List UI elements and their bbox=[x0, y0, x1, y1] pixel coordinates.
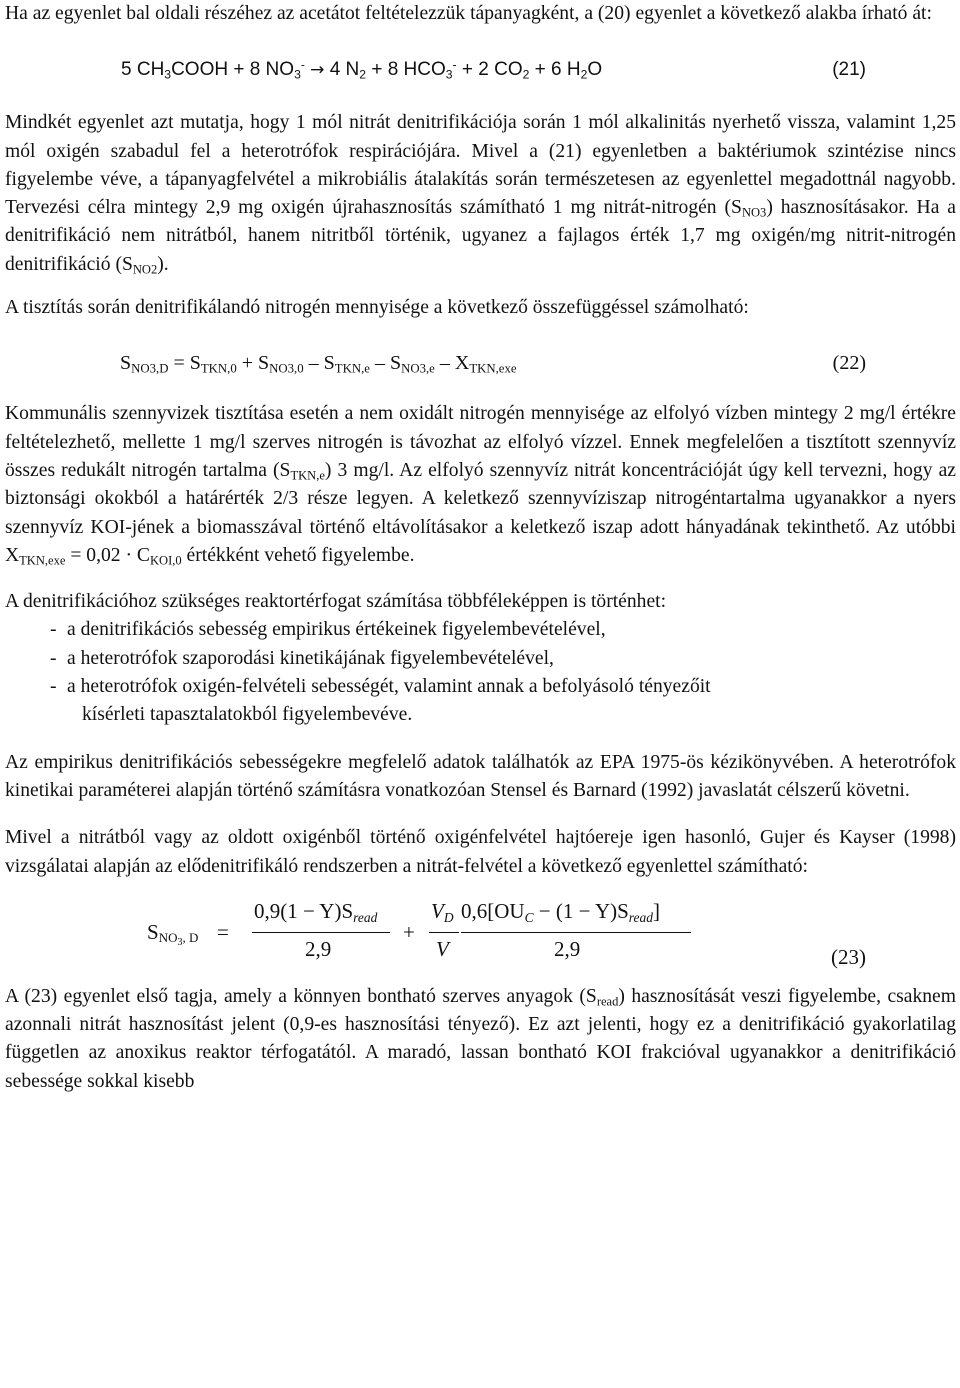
reaction-arrow-icon: → bbox=[310, 60, 325, 81]
paragraph-nitrogen-amount: A tisztítás során denitrifikálandó nitrogén mennyisége a következő összefüggéssel számolható: bbox=[5, 297, 749, 319]
paragraph-intro: Ha az egyenlet bal oldali részéhez az acetátot feltételezzük tápanyagként, a (20) egyenlet a következő alakba írható át: bbox=[5, 3, 932, 24]
list-item: - a heterotrófok szaporodási kinetikájának figyelembevételével, bbox=[50, 647, 554, 669]
equation-21-number: (21) bbox=[832, 59, 866, 81]
paragraph-communal-wastewater: Kommunális szennyvizek tisztítása esetén a nem oxidált nitrogén mennyisége az elfolyó vízben mintegy 2 mg/l értékre feltételezhető, mellette 1 mg/l szerves nitrogén is távozhat az elfolyó vízzel. Ennek megfelelően a tisztított szennyvíz összes redukált nitrogén tartalma $(S_{TKN,e})$ 3 mg/l. Az elfolyó szennyvíz nitrát koncentrációját úgy kell tervezni, hogy az biztonsági okokból a határérték 2/3 része legyen. A keletkező szennyvíziszap nitrogéntartalma ugyanakkor a nyers szennyvíz KOI-jének a biomasszával történő eltávolításakor a keletkező iszap adott hányadának tekinthető. Az utóbbi $X_{TKN,exe} = 0,02 \cdot C_{KOI,0}$ értékként vehető figyelembe. bbox=[5, 403, 956, 568]
paragraph-denitrification: Mindkét egyenlet azt mutatja, hogy 1 mól nitrát denitrifikációja során 1 mól alkalinitás nyerhető vissza, valamint 1,25 mól oxigén szabadul fel a heterotrófok respirációjára. Mivel a (21) egyenletben a baktériumok szintézise nincs figyelembe véve, a tápanyagfelvétel a mikrobiális átalakítás során természetesen az egyenlettel megadottnál nagyobb. Tervezési célra mintegy 2,9 mg oxigén újrahasznosítás számítható 1 mg nitrát-nitrogén $(S_{NO3})$ hasznosításakor. Ha a denitrifikáció nem nitrátból, hanem nitritből történik, ugyanez a fajlagos érték 1,7 mg oxigén/mg nitrit-nitrogén denitrifikáció $(S_{NO2})$. bbox=[5, 112, 957, 277]
equation-22-body: $S_{NO3,D} = S_{TKN,0} + S_{NO3,0} - S_{TKN,e} - S_{NO3,e} - X_{TKN,exe}$ bbox=[120, 352, 517, 376]
equation-21 bbox=[5, 59, 956, 87]
fraction-bar bbox=[429, 932, 459, 933]
paragraph-oxygen-uptake: Mivel a nitrátból vagy az oldott oxigénből történő oxigénfelvétel hajtóereje igen hasonló, Gujer és Kayser (1998) vizsgálatai alapján az elődenitrifikáló rendszerben a nitrát-felvétel a következő egyenlettel számítható: bbox=[5, 827, 956, 877]
equation-23-numerator-3: $0,6[OU_C - (1 - Y)S_{read}]$ bbox=[461, 898, 660, 925]
equation-23-plus: + bbox=[403, 919, 415, 944]
fraction-bar bbox=[461, 932, 691, 933]
paragraph-empirical-rates: Az empirikus denitrifikációs sebességekre megfelelő adatok találhatók az EPA 1975-ös kézikönyvében. A heterotrófok kinetikai paraméterei alapján történő számításra vonatkozóan Stensel és Barnard (1992) javaslatát célszerű követni. bbox=[5, 751, 956, 801]
document-page bbox=[5, 0, 956, 1096]
list-item: - a heterotrófok oxigén-felvételi sebességét, valamint annak a befolyásoló tényezőit kísérleti tapasztalatokból figyelembevéve. bbox=[50, 676, 711, 726]
equation-23-denominator-1: 2,9 bbox=[305, 936, 332, 961]
paragraph-reactor-volume: A denitrifikációhoz szükséges reaktortérfogat számítása többféleképpen is történhet: bbox=[5, 591, 667, 613]
equation-23-equals: = bbox=[217, 919, 229, 944]
methods-list bbox=[5, 616, 956, 729]
equation-23-lhs: $S_{NO_3, D}$ bbox=[147, 919, 199, 949]
equation-22 bbox=[5, 352, 956, 380]
equation-23 bbox=[5, 895, 956, 973]
equation-21-body: 5 $CH_3COOH + 8$ $NO_3^- \to 4$ $N_2 + 8$ $HCO_3^- + 2$ $CO_2 + 6$ $H_2O$ bbox=[121, 57, 603, 82]
fraction-bar bbox=[252, 932, 390, 933]
equation-23-numerator-2: $V_D$ bbox=[431, 898, 454, 925]
equation-22-number: (22) bbox=[832, 352, 866, 375]
list-item: - a denitrifikációs sebesség empirikus értékeinek figyelembevételével, bbox=[50, 619, 606, 641]
equation-23-numerator-1: $0,9(1 - Y)S_{read}$ bbox=[254, 898, 378, 925]
equation-23-denominator-3: 2,9 bbox=[554, 936, 581, 961]
equation-23-denominator-2: V bbox=[436, 936, 449, 961]
paragraph-first-term: A (23) egyenlet első tagja, amely a könnyen bontható szerves anyagok $(S_{read})$ hasznosítását veszi figyelembe, csaknem azonnali nitrát hasznosítást jelent (0,9-es hasznosítási tényező). Ez azt jelenti, hogy ez a denitrifikáció gyakorlatilag független az anoxikus reaktor térfogatától. A maradó, lassan bontható KOI frakcióval ugyanakkor a denitrifikáció sebessége sokkal kisebb bbox=[5, 985, 956, 1092]
equation-23-number: (23) bbox=[831, 944, 866, 969]
